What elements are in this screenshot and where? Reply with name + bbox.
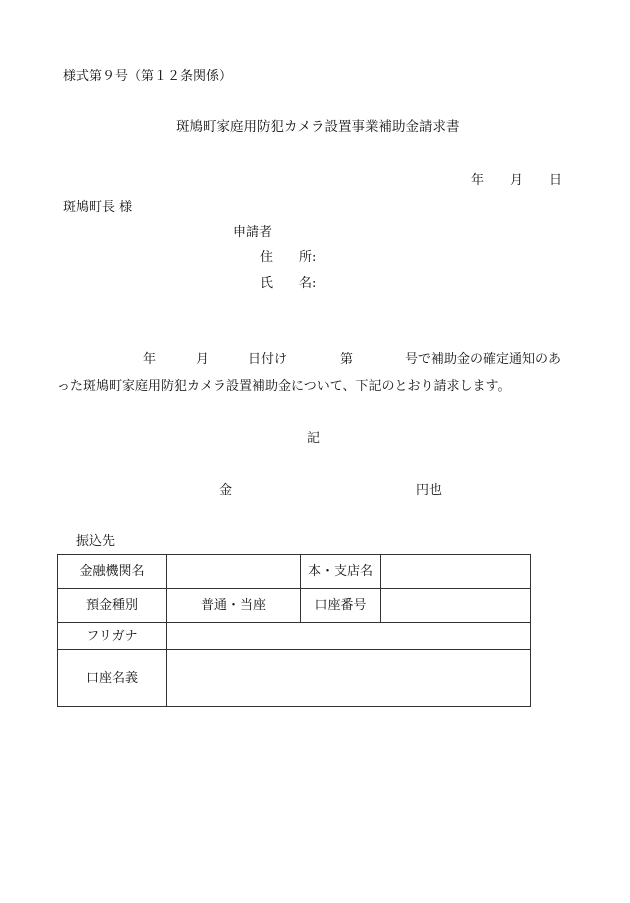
bank-name-field[interactable] bbox=[167, 555, 301, 589]
body-year: 年 bbox=[143, 352, 157, 367]
ki-heading: 記 bbox=[307, 431, 321, 446]
form-number: 様式第９号（第１２条関係） bbox=[63, 69, 233, 84]
applicant-label: 申請者 bbox=[233, 225, 273, 240]
body-line1-end: 号で補助金の確定通知のあ bbox=[405, 352, 562, 367]
furigana-label: フリガナ bbox=[58, 623, 167, 650]
furigana-field[interactable] bbox=[167, 623, 531, 650]
bank-name-label: 金融機関名 bbox=[58, 555, 167, 589]
deposit-type-label: 預金種別 bbox=[58, 589, 167, 623]
amount-suffix: 円也 bbox=[416, 483, 443, 498]
address-label: 住 所: bbox=[260, 250, 317, 265]
account-number-label: 口座番号 bbox=[301, 589, 381, 623]
date-year: 年 bbox=[471, 173, 485, 188]
body-number: 第 bbox=[340, 352, 354, 367]
date-month: 月 bbox=[510, 173, 524, 188]
document-title: 斑鳩町家庭用防犯カメラ設置事業補助金請求書 bbox=[176, 119, 460, 135]
account-number-field[interactable] bbox=[381, 589, 531, 623]
name-label: 氏 名: bbox=[260, 276, 317, 291]
body-line2: った斑鳩町家庭用防犯カメラ設置補助金について、下記のとおり請求します。 bbox=[57, 379, 511, 394]
amount-prefix: 金 bbox=[219, 483, 233, 498]
body-day: 日付け bbox=[248, 352, 288, 367]
date-day: 日 bbox=[549, 173, 563, 188]
branch-field[interactable] bbox=[381, 555, 531, 589]
bank-info-table bbox=[57, 554, 531, 707]
deposit-type-value[interactable]: 普通・当座 bbox=[167, 589, 301, 623]
transfer-heading: 振込先 bbox=[76, 534, 116, 549]
body-month: 月 bbox=[196, 352, 210, 367]
branch-label: 本・支店名 bbox=[301, 555, 381, 589]
addressee: 斑鳩町長 様 bbox=[63, 200, 133, 215]
account-holder-field[interactable] bbox=[167, 650, 531, 707]
account-holder-label: 口座名義 bbox=[58, 650, 167, 707]
